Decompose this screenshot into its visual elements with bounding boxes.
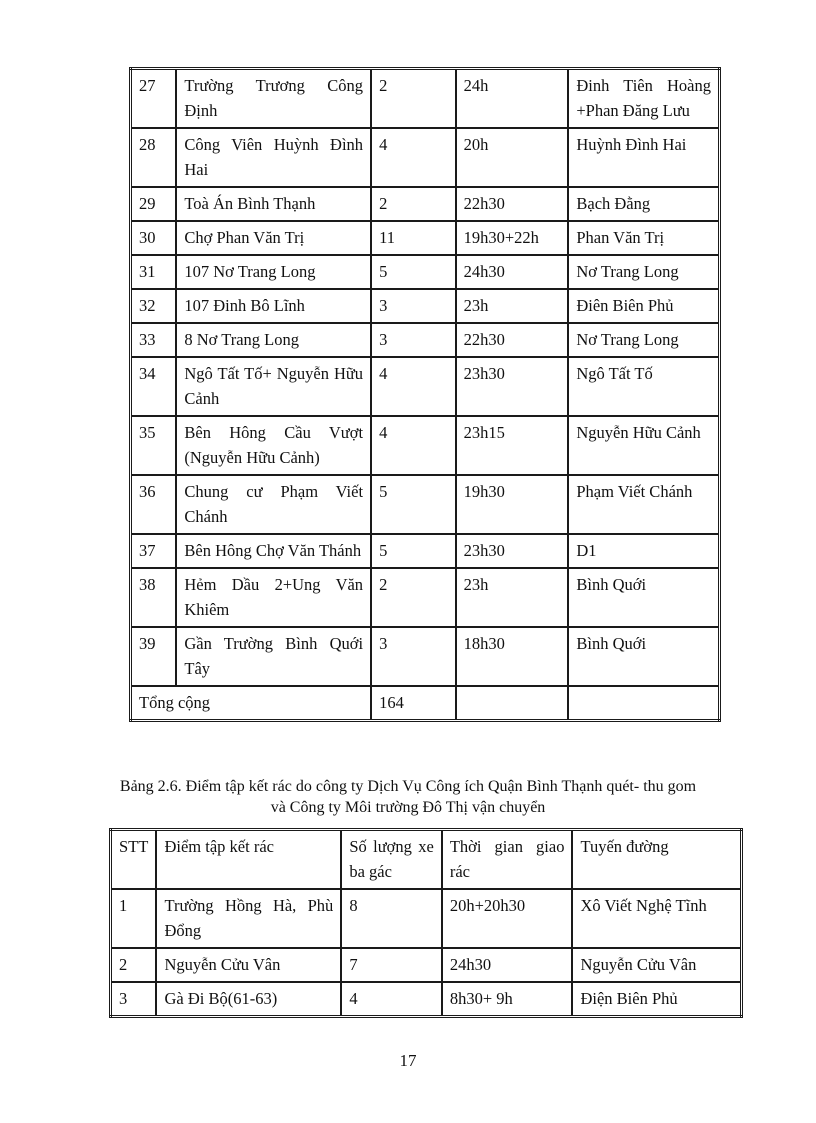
time-cell: 24h30 — [442, 948, 573, 982]
stt-cell: 1 — [111, 889, 157, 948]
route-cell: Xô Viết Nghệ Tĩnh — [572, 889, 741, 948]
location-cell: Ngô Tất Tố+ Nguyễn Hữu Cảnh — [176, 357, 371, 416]
table-row — [131, 475, 720, 534]
carts-cell: 5 — [371, 534, 456, 568]
location-cell: Hẻm Dầu 2+Ung Văn Khiêm — [176, 568, 371, 627]
route-cell: Phạm Viết Chánh — [568, 475, 719, 534]
location-cell: Chung cư Phạm Viết Chánh — [176, 475, 371, 534]
time-cell: 18h30 — [456, 627, 569, 686]
route-cell: D1 — [568, 534, 719, 568]
table-row — [131, 128, 720, 187]
carts-cell: 5 — [371, 255, 456, 289]
table-row — [131, 187, 720, 221]
route-cell: Nguyễn Cửu Vân — [572, 948, 741, 982]
time-cell: 24h30 — [456, 255, 569, 289]
stt-cell: 38 — [131, 568, 177, 627]
stt-cell: 29 — [131, 187, 177, 221]
table-caption-line-2: và Công ty Môi trường Đô Thị vận chuyển — [270, 799, 546, 816]
table-row — [111, 889, 742, 948]
time-cell: 8h30+ 9h — [442, 982, 573, 1017]
total-value: 164 — [371, 686, 456, 721]
location-cell: Trường Hồng Hà, Phù Đổng — [156, 889, 341, 948]
route-cell: Nơ Trang Long — [568, 323, 719, 357]
table-row — [131, 289, 720, 323]
location-cell: Chợ Phan Văn Trị — [176, 221, 371, 255]
table-row — [111, 948, 742, 982]
table-row — [131, 568, 720, 627]
route-cell: Điên Biên Phủ — [568, 289, 719, 323]
location-cell: 8 Nơ Trang Long — [176, 323, 371, 357]
stt-cell: 32 — [131, 289, 177, 323]
collection-points-table-2-6 — [109, 828, 743, 1018]
route-cell: Nguyễn Hữu Cảnh — [568, 416, 719, 475]
carts-cell: 4 — [341, 982, 442, 1017]
stt-cell: 39 — [131, 627, 177, 686]
stt-cell: 34 — [131, 357, 177, 416]
time-cell: 23h — [456, 289, 569, 323]
stt-cell: 27 — [131, 69, 177, 129]
table-row — [131, 255, 720, 289]
header-stt: STT — [111, 830, 157, 890]
total-row — [131, 686, 720, 721]
table-row — [131, 221, 720, 255]
empty-cell — [568, 686, 719, 721]
table-row — [131, 357, 720, 416]
location-cell: Bên Hông Chợ Văn Thánh — [176, 534, 371, 568]
header-location: Điểm tập kết rác — [156, 830, 341, 890]
location-cell: Bên Hông Cầu Vượt (Nguyễn Hữu Cảnh) — [176, 416, 371, 475]
route-cell: Bình Quới — [568, 627, 719, 686]
carts-cell: 4 — [371, 357, 456, 416]
stt-cell: 36 — [131, 475, 177, 534]
carts-cell: 3 — [371, 627, 456, 686]
table-caption-line-1: Bảng 2.6. Điểm tập kết rác do công ty Dịch Vụ Công ích Quận Bình Thạnh quét- thu gom — [119, 778, 697, 795]
empty-cell — [456, 686, 569, 721]
carts-cell: 3 — [371, 323, 456, 357]
header-time: Thời gian giao rác — [442, 830, 573, 890]
table-row — [131, 416, 720, 475]
carts-cell: 5 — [371, 475, 456, 534]
carts-cell: 3 — [371, 289, 456, 323]
collection-points-table-continued — [129, 67, 721, 722]
stt-cell: 3 — [111, 982, 157, 1017]
route-cell: Điện Biên Phủ — [572, 982, 741, 1017]
time-cell: 20h — [456, 128, 569, 187]
time-cell: 23h30 — [456, 534, 569, 568]
route-cell: Huỳnh Đình Hai — [568, 128, 719, 187]
route-cell: Đinh Tiên Hoàng +Phan Đăng Lưu — [568, 69, 719, 129]
route-cell: Bạch Đằng — [568, 187, 719, 221]
route-cell: Nơ Trang Long — [568, 255, 719, 289]
stt-cell: 31 — [131, 255, 177, 289]
carts-cell: 7 — [341, 948, 442, 982]
carts-cell: 8 — [341, 889, 442, 948]
carts-cell: 2 — [371, 69, 456, 129]
table-row — [131, 534, 720, 568]
header-carts: Số lượng xe ba gác — [341, 830, 442, 890]
carts-cell: 11 — [371, 221, 456, 255]
stt-cell: 33 — [131, 323, 177, 357]
time-cell: 19h30+22h — [456, 221, 569, 255]
table-row — [131, 627, 720, 686]
stt-cell: 28 — [131, 128, 177, 187]
time-cell: 24h — [456, 69, 569, 129]
location-cell: Nguyễn Cửu Vân — [156, 948, 341, 982]
time-cell: 23h — [456, 568, 569, 627]
header-route: Tuyến đường — [572, 830, 741, 890]
time-cell: 19h30 — [456, 475, 569, 534]
total-label: Tổng cộng — [131, 686, 372, 721]
stt-cell: 2 — [111, 948, 157, 982]
location-cell: 107 Nơ Trang Long — [176, 255, 371, 289]
route-cell: Phan Văn Trị — [568, 221, 719, 255]
route-cell: Ngô Tất Tố — [568, 357, 719, 416]
stt-cell: 35 — [131, 416, 177, 475]
location-cell: 107 Đinh Bô Lĩnh — [176, 289, 371, 323]
carts-cell: 4 — [371, 416, 456, 475]
carts-cell: 2 — [371, 187, 456, 221]
page-number: 17 — [399, 1051, 417, 1070]
stt-cell: 37 — [131, 534, 177, 568]
time-cell: 22h30 — [456, 187, 569, 221]
header-row — [111, 830, 742, 890]
table-row — [111, 982, 742, 1017]
time-cell: 22h30 — [456, 323, 569, 357]
location-cell: Toà Án Bình Thạnh — [176, 187, 371, 221]
table-row — [131, 69, 720, 129]
carts-cell: 2 — [371, 568, 456, 627]
location-cell: Công Viên Huỳnh Đình Hai — [176, 128, 371, 187]
time-cell: 23h15 — [456, 416, 569, 475]
location-cell: Gần Trường Bình Quới Tây — [176, 627, 371, 686]
location-cell: Trường Trương Công Định — [176, 69, 371, 129]
table-row — [131, 323, 720, 357]
carts-cell: 4 — [371, 128, 456, 187]
route-cell: Bình Quới — [568, 568, 719, 627]
location-cell: Gà Đi Bộ(61-63) — [156, 982, 341, 1017]
time-cell: 23h30 — [456, 357, 569, 416]
stt-cell: 30 — [131, 221, 177, 255]
time-cell: 20h+20h30 — [442, 889, 573, 948]
